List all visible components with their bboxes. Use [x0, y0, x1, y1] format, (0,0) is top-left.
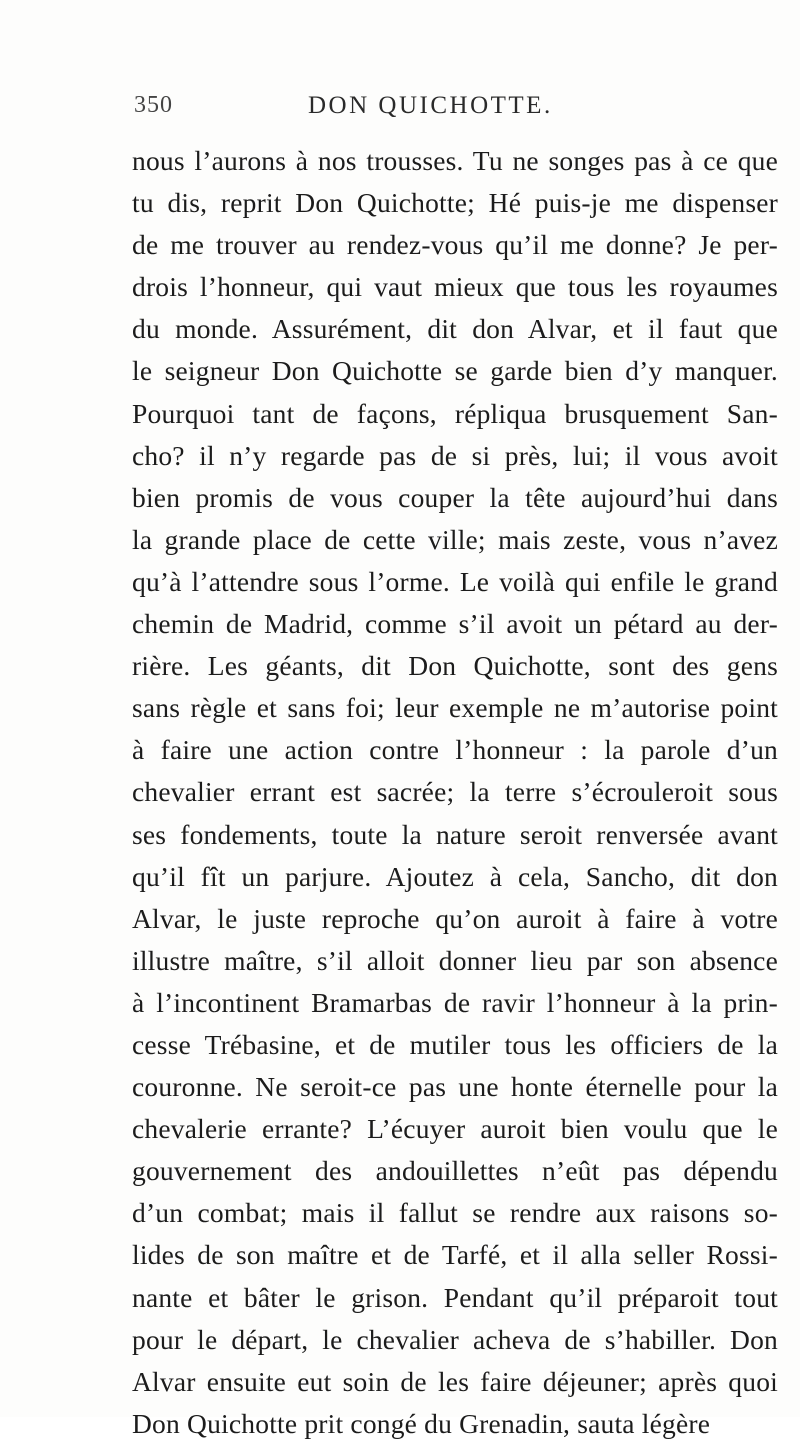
- text-line: Don Quichotte prit congé du Grenadin, sauta légère: [132, 1407, 711, 1439]
- text-line: qu’il fît un parjure. Ajoutez à cela, Sancho, dit don: [132, 860, 778, 892]
- text-line: sans règle et sans foi; leur exemple ne m’autorise point: [132, 692, 778, 724]
- text-line: Alvar, le juste reproche qu’on auroit à faire à votre: [132, 902, 778, 934]
- running-head: DON QUICHOTTE.: [308, 92, 553, 119]
- text-line: rière. Les géants, dit Don Quichotte, sont des gens: [132, 650, 778, 682]
- text-line: Pourquoi tant de façons, répliqua brusquement San-: [132, 397, 778, 429]
- page-number: 350: [134, 92, 173, 118]
- text-line: illustre maître, s’il alloit donner lieu par son absence: [132, 944, 778, 976]
- text-line: drois l’honneur, qui vaut mieux que tous les royaumes: [132, 271, 778, 303]
- text-line: de me trouver au rendez-vous qu’il me donne? Je per-: [132, 229, 778, 261]
- text-line: chevalerie errante? L’écuyer auroit bien voulu que le: [132, 1113, 778, 1145]
- text-line: nante et bâter le grison. Pendant qu’il préparoit tout: [132, 1281, 778, 1313]
- text-line: chevalier errant est sacrée; la terre s’écrouleroit sous: [132, 776, 778, 808]
- text-line: bien promis de vous couper la tête aujourd’hui dans: [132, 481, 778, 513]
- text-line: gouvernement des andouillettes n’eût pas dépendu: [132, 1155, 778, 1187]
- text-line: Alvar ensuite eut soin de les faire déjeuner; après quoi: [132, 1365, 778, 1397]
- text-line: cesse Trébasine, et de mutiler tous les officiers de la: [132, 1028, 778, 1060]
- text-line: couronne. Ne seroit-ce pas une honte éternelle pour la: [132, 1071, 778, 1103]
- text-line: la grande place de cette ville; mais zeste, vous n’avez: [132, 523, 778, 555]
- text-line: d’un combat; mais il fallut se rendre aux raisons so-: [132, 1197, 778, 1229]
- text-line: à l’incontinent Bramarbas de ravir l’honneur à la prin-: [132, 986, 778, 1018]
- text-line: à faire une action contre l’honneur : la parole d’un: [132, 734, 778, 766]
- text-line: lides de son maître et de Tarfé, et il alla seller Rossi-: [132, 1239, 778, 1271]
- text-line: chemin de Madrid, comme s’il avoit un pétard au der-: [132, 608, 778, 640]
- text-line: le seigneur Don Quichotte se garde bien d’y manquer.: [132, 355, 778, 387]
- page-header: [134, 92, 774, 126]
- text-line: tu dis, reprit Don Quichotte; Hé puis-je me dispenser: [132, 187, 778, 219]
- text-line: du monde. Assurément, dit don Alvar, et il faut que: [132, 313, 778, 345]
- text-line: qu’à l’attendre sous l’orme. Le voilà qui enfile le grand: [132, 565, 778, 597]
- text-line: pour le départ, le chevalier acheva de s’habiller. Don: [132, 1323, 778, 1355]
- text-line: nous l’aurons à nos trousses. Tu ne songes pas à ce que: [132, 145, 778, 176]
- body-text: [132, 140, 778, 1445]
- text-line: ses fondements, toute la nature seroit renversée avant: [132, 818, 778, 850]
- text-line: cho? il n’y regarde pas de si près, lui; il vous avoit: [132, 439, 778, 471]
